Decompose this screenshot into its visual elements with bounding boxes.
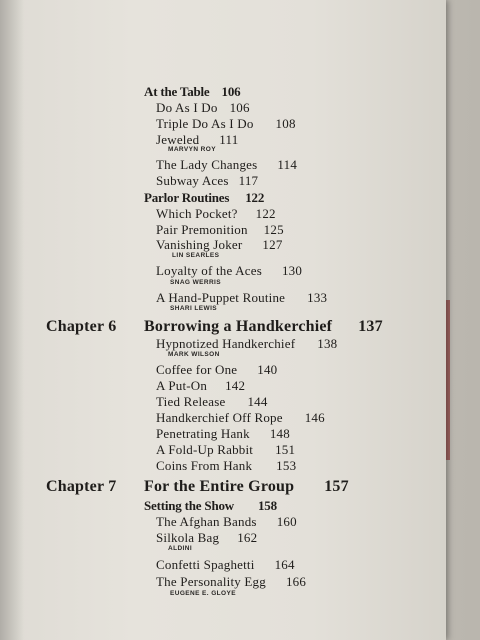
- entry-title: Penetrating Hank: [156, 426, 250, 441]
- entry-title: Coins From Hank: [156, 458, 253, 473]
- page-number: 133: [307, 290, 328, 305]
- page-number: 148: [269, 426, 290, 441]
- page-number: 117: [238, 173, 259, 188]
- section-heading: [144, 498, 277, 514]
- credit-line: MARK WILSON: [168, 351, 220, 358]
- toc-entry: [156, 173, 258, 189]
- section-title: At the Table: [144, 84, 210, 99]
- page-number: 106: [221, 84, 241, 99]
- toc-entry: [156, 442, 295, 458]
- page-number: 130: [281, 263, 303, 278]
- page-number: 153: [276, 458, 297, 473]
- page-number: 122: [255, 206, 276, 221]
- book-cover-edge: [446, 300, 450, 460]
- section-title: Setting the Show: [144, 498, 234, 513]
- toc-entry: [156, 116, 296, 132]
- page-number: 144: [247, 394, 268, 409]
- entry-title: Pair Premonition: [156, 222, 248, 237]
- toc-entry: [156, 222, 284, 238]
- entry-title: A Put-On: [156, 378, 208, 393]
- chapter-label: Chapter 6: [46, 318, 117, 335]
- toc-entry: [156, 557, 295, 573]
- entry-title: The Personality Egg: [156, 574, 266, 589]
- page-number: 157: [324, 478, 349, 495]
- page-number: 160: [276, 514, 297, 529]
- chapter-heading: [144, 478, 349, 496]
- toc-entry: [156, 290, 327, 306]
- page-number: 125: [263, 222, 284, 237]
- chapter-heading: [144, 318, 383, 336]
- page-number: 127: [262, 237, 283, 252]
- entry-title: Hypnotized Handkerchief: [156, 336, 296, 351]
- toc-entry: [156, 394, 268, 410]
- page-number: 114: [277, 157, 298, 172]
- toc-entry: [156, 263, 302, 279]
- credit-line: SNAG WERRIS: [170, 279, 221, 286]
- credit-line: SHARI LEWIS: [170, 305, 218, 312]
- page-number: 140: [257, 362, 278, 377]
- page-number: 108: [275, 116, 296, 131]
- page-number: 142: [225, 378, 246, 393]
- entry-title: Coffee for One: [156, 362, 238, 377]
- page-number: 111: [219, 132, 239, 147]
- page-number: 106: [229, 100, 250, 115]
- entry-title: Handkerchief Off Rope: [156, 410, 283, 425]
- entry-title: The Afghan Bands: [156, 514, 257, 529]
- page-number: 151: [275, 442, 296, 457]
- entry-title: Do As I Do: [156, 100, 218, 115]
- chapter-label: Chapter 7: [46, 478, 117, 495]
- toc-entry: [156, 362, 277, 378]
- toc-entry: [156, 458, 296, 474]
- toc-entry: [156, 100, 250, 116]
- page-number: 162: [237, 530, 258, 545]
- page-number: 146: [304, 410, 325, 425]
- toc-entry: [156, 574, 306, 590]
- toc-entry: [156, 426, 290, 442]
- entry-title: Confetti Spaghetti: [156, 557, 255, 572]
- entry-title: Triple Do As I Do: [156, 116, 254, 131]
- toc-entry: [156, 378, 245, 394]
- entry-title: Subway Aces: [156, 173, 229, 188]
- entry-title: Vanishing Joker: [156, 237, 243, 252]
- section-title: Parlor Routines: [144, 190, 230, 205]
- page-gutter-shadow: [0, 0, 24, 640]
- toc-entry: [156, 157, 297, 173]
- toc-entry: [156, 206, 276, 222]
- credit-line: MARVYN ROY: [168, 146, 216, 153]
- page-number: 138: [317, 336, 338, 351]
- entry-title: Silkola Bag: [156, 530, 220, 545]
- section-heading: [144, 190, 264, 206]
- toc-entry: [156, 336, 337, 352]
- entry-title: Tied Release: [156, 394, 226, 409]
- credit-line: EUGENE E. GLOYE: [170, 590, 236, 597]
- entry-title: Loyalty of the Aces: [156, 263, 262, 278]
- entry-title: A Fold-Up Rabbit: [156, 442, 254, 457]
- toc-entry: [156, 514, 297, 530]
- section-heading: [144, 84, 240, 100]
- page-number: 166: [285, 574, 307, 589]
- entry-title: Which Pocket?: [156, 206, 238, 221]
- toc-entry: [156, 530, 257, 546]
- chapter-title: Borrowing a Handkerchief: [144, 318, 333, 335]
- entry-title: Jeweled: [156, 132, 200, 147]
- toc-entry: [156, 410, 325, 426]
- toc-entry: [156, 237, 283, 253]
- entry-title: The Lady Changes: [156, 157, 258, 172]
- page-number: 122: [245, 190, 265, 205]
- entry-title: A Hand-Puppet Routine: [156, 290, 286, 305]
- page-number: 164: [274, 557, 295, 572]
- page-number: 137: [358, 318, 383, 335]
- chapter-title: For the Entire Group: [144, 478, 295, 495]
- credit-line: ALDINI: [168, 545, 193, 552]
- credit-line: LIN SEARLES: [172, 252, 220, 259]
- page-number: 158: [257, 498, 277, 513]
